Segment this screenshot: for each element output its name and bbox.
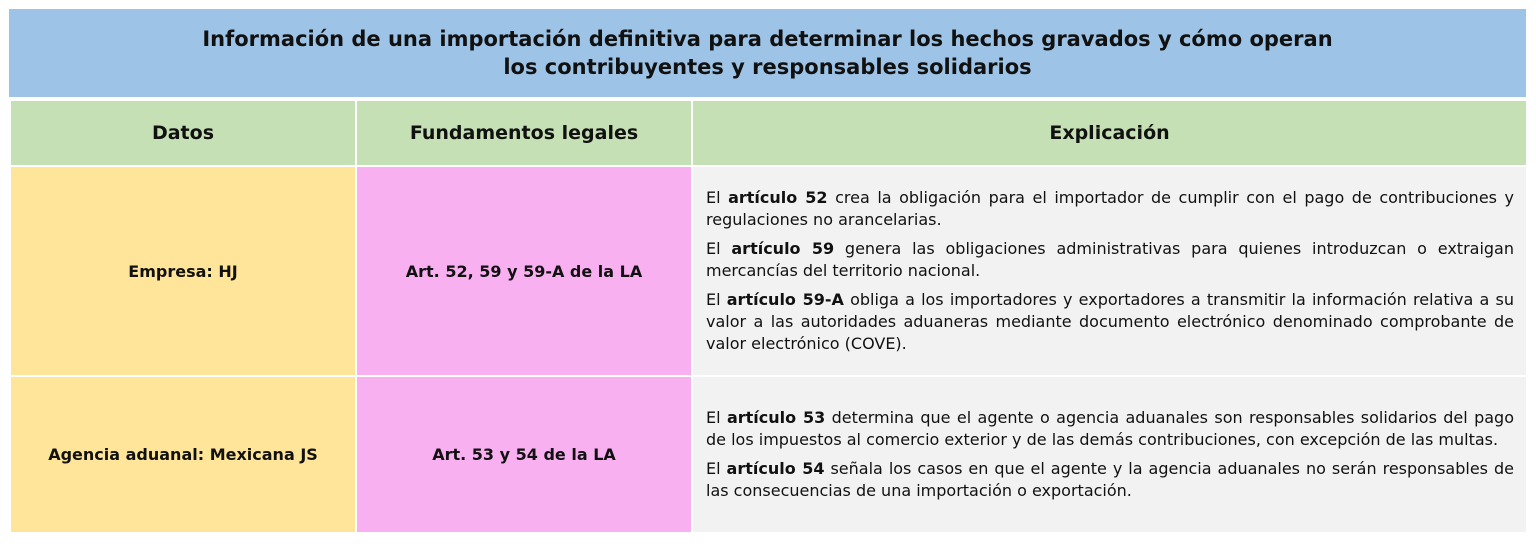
paragraph-prefix: El bbox=[706, 408, 727, 427]
table-title-line-2: los contribuyentes y responsables solidarios bbox=[503, 55, 1032, 79]
header-row bbox=[10, 100, 1527, 166]
cell-explicacion bbox=[692, 376, 1527, 533]
table-row bbox=[10, 376, 1527, 533]
explicacion-paragraph bbox=[706, 407, 1514, 451]
cell-fundamento: Art. 52, 59 y 59-A de la LA bbox=[356, 166, 692, 376]
header-fundamentos: Fundamentos legales bbox=[356, 100, 692, 166]
paragraph-text: determina que el agente o agencia aduanales son responsables solidarios del pago de los impuestos al comercio exterior y de las demás contribuciones, con excepción de las multas. bbox=[706, 408, 1515, 449]
header-datos: Datos bbox=[10, 100, 356, 166]
paragraph-text: crea la obligación para el importador de cumplir con el pago de contribuciones y regulaciones no arancelarias. bbox=[706, 188, 1514, 229]
paragraph-prefix: El bbox=[706, 459, 727, 478]
paragraph-text: obliga a los importadores y exportadores a transmitir la información relativa a su valor a las autoridades aduaneras mediante documento electrónico denominado comprobante de valor electrónico (COVE). bbox=[706, 290, 1515, 353]
info-table bbox=[9, 99, 1528, 534]
table-row bbox=[10, 166, 1527, 376]
article-ref: artículo 54 bbox=[726, 459, 825, 478]
paragraph-text: genera las obligaciones administrativas para quienes introduzcan o extraigan mercancías del territorio nacional. bbox=[706, 239, 1515, 280]
article-ref: artículo 59-A bbox=[726, 290, 844, 309]
cell-dato: Empresa: HJ bbox=[10, 166, 356, 376]
paragraph-prefix: El bbox=[706, 188, 729, 207]
explicacion-paragraph bbox=[706, 187, 1514, 231]
table-title-line-1: Información de una importación definitiva para determinar los hechos gravados y cómo operan bbox=[202, 27, 1333, 51]
article-ref: artículo 59 bbox=[731, 239, 835, 258]
explicacion-paragraph bbox=[706, 238, 1514, 282]
paragraph-text: señala los casos en que el agente y la agencia aduanales no serán responsables de las consecuencias de una importación o exportación. bbox=[706, 459, 1515, 500]
article-ref: artículo 52 bbox=[728, 188, 828, 207]
cell-dato: Agencia aduanal: Mexicana JS bbox=[10, 376, 356, 533]
explicacion-paragraph bbox=[706, 289, 1514, 355]
header-explicacion: Explicación bbox=[692, 100, 1527, 166]
paragraph-prefix: El bbox=[706, 239, 732, 258]
table-title bbox=[9, 9, 1526, 97]
article-ref: artículo 53 bbox=[726, 408, 826, 427]
cell-fundamento: Art. 53 y 54 de la LA bbox=[356, 376, 692, 533]
info-table-container bbox=[9, 9, 1526, 534]
cell-explicacion bbox=[692, 166, 1527, 376]
paragraph-prefix: El bbox=[706, 290, 727, 309]
explicacion-paragraph bbox=[706, 458, 1514, 502]
